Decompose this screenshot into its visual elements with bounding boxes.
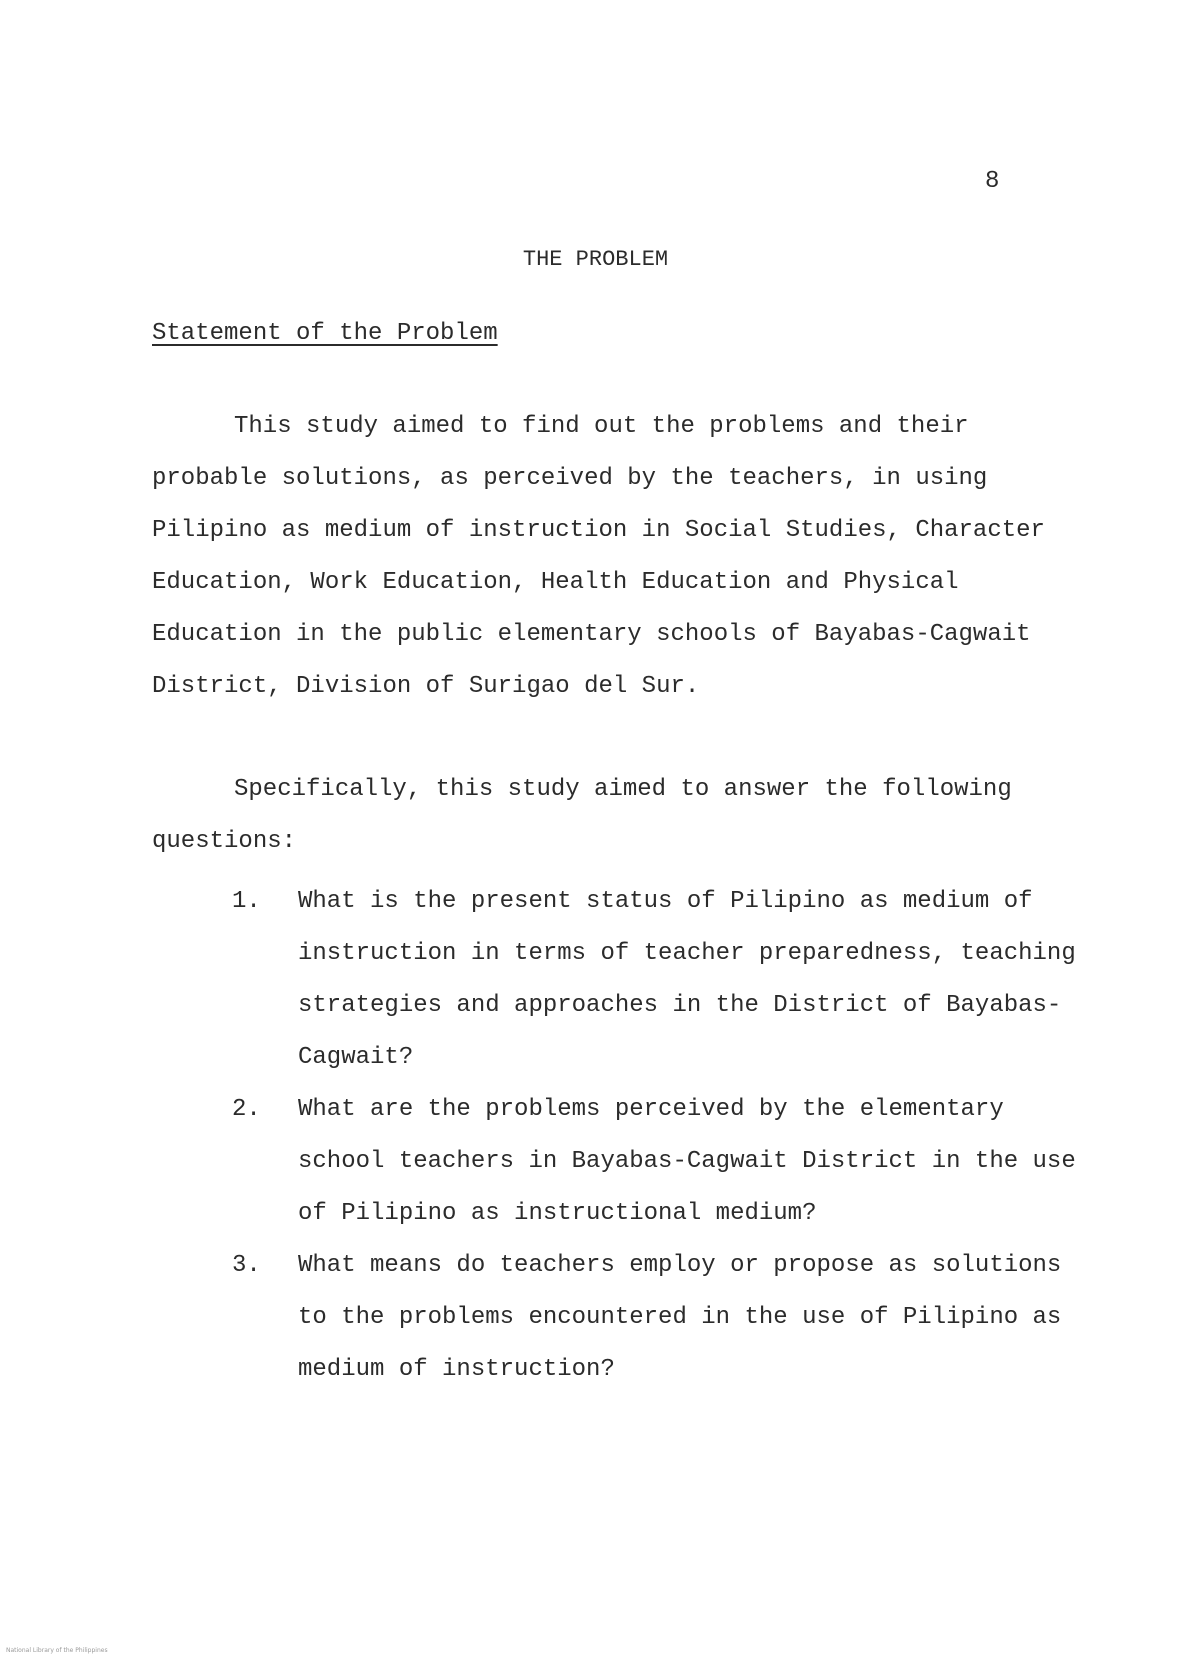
question-number: 1. (232, 888, 261, 915)
scan-footer: National Library of the Philippines (6, 1647, 108, 1654)
question-number: 2. (232, 1096, 261, 1123)
questions-list (232, 876, 1092, 1396)
chapter-heading: THE PROBLEM (522, 247, 669, 272)
question-text: What means do teachers employ or propose as solutions to the problems encountered in the use of Pilipino as medium of instruction? (298, 1252, 1062, 1383)
list-item (232, 1084, 1092, 1240)
section-title: Statement of the Problem (152, 320, 498, 347)
page-number: 8 (985, 168, 1000, 195)
question-text: What is the present status of Pilipino as medium of instruction in terms of teacher preparedness, teaching strategies and approaches in the District of Bayabas-Cagwait? (298, 888, 1076, 1071)
intro-paragraph: This study aimed to find out the problems and their probable solutions, as perceived by the teachers, in using Pilipino as medium of instruction in Social Studies, Character Education, Work Education, Health Education and Physical Education in the public elementary schools of Bayabas-Cagwait District, Division of Surigao del Sur. (152, 413, 1045, 700)
list-item (232, 1240, 1092, 1396)
question-number: 3. (232, 1252, 261, 1279)
specific-paragraph: Specifically, this study aimed to answer the following questions: (152, 776, 1012, 855)
list-item (232, 876, 1092, 1084)
question-text: What are the problems perceived by the elementary school teachers in Bayabas-Cagwait District in the use of Pilipino as instructional medium? (298, 1096, 1076, 1227)
